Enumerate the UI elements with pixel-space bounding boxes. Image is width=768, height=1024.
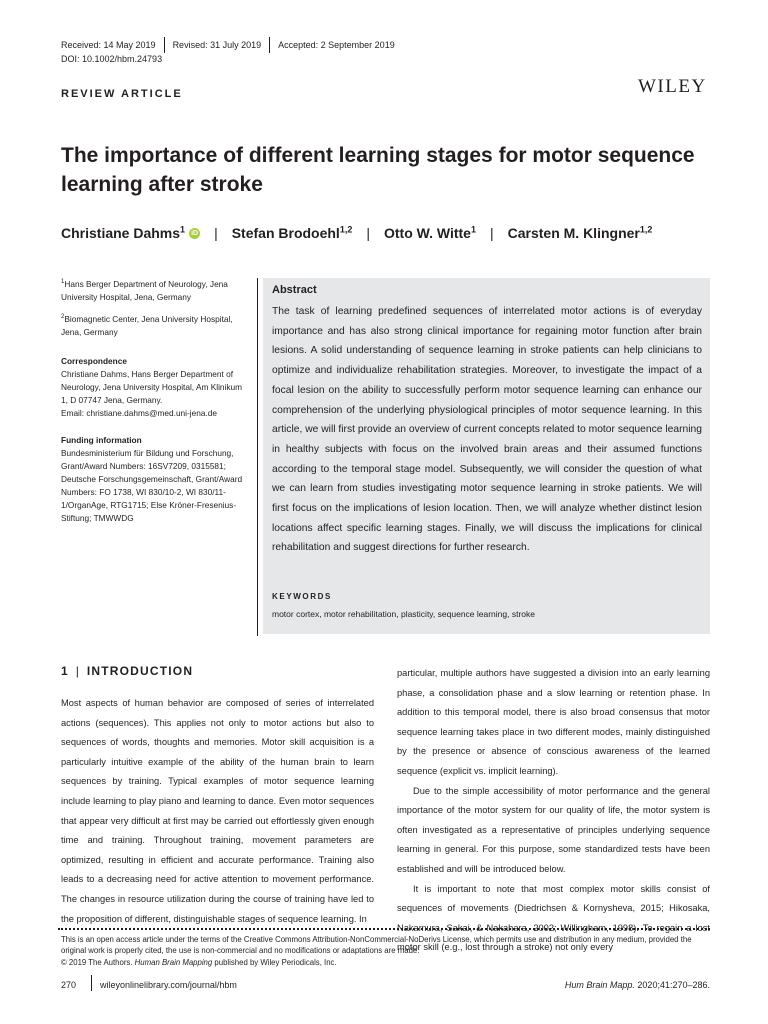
affiliation: $^1$Hans Berger Department of Neurology, Jena University Hospital, Jena, Germany (61, 279, 228, 302)
footer-divider (91, 975, 92, 991)
abstract-heading: Abstract (272, 284, 317, 296)
author-name[interactable]: Christiane Dahms$^1$ (61, 224, 186, 241)
author-name[interactable]: Stefan Brodoehl$^{1,2}$ (231, 224, 353, 241)
revised-date: Revised: 31 July 2019 (172, 40, 262, 50)
paragraph: It is important to note that most complex motor skills consist of sequences of movements (Diedrichsen & Kornysheva, 2015; Hikosaka, Nakamura, Sakai, & Nakahara, 2002; Willingham, 1998). To regain a lost motor skill (e.g., lost through a stroke) not only every (397, 883, 710, 953)
correspondence-email[interactable]: Email: christiane.dahms@med.uni-jena.de (61, 408, 217, 418)
received-date: Received: 14 May 2019 (61, 40, 156, 50)
page-number: 270 (61, 980, 77, 990)
author-separator: | (489, 225, 494, 241)
section-heading: 1 | INTRODUCTION (61, 664, 194, 678)
article-type: REVIEW ARTICLE (61, 88, 183, 100)
article-dates (61, 37, 395, 53)
license-notice: This is an open access article under the terms of the Creative Commons Attribution-NonCommercial-NoDerivs License, which permits use and distribution in any medium, provided the original work is properly cited, the use is non-commercial and no modifications or adaptations are made. © 2019 The Authors. Human Brain Mapping published by Wiley Periodicals, Inc. (61, 935, 692, 967)
author-name[interactable]: Otto W. Witte$^1$ (383, 224, 476, 241)
correspondence (61, 355, 251, 420)
paragraph: Due to the simple accessibility of motor performance and the general importance of the motor system for our quality of life, the motor system is often investigated as a representative of principles underlying sequence learning in general. For this purpose, some standardized tests have been established and will be introduced below. (397, 785, 710, 874)
paragraph: particular, multiple authors have suggested a division into an early learning phase, a consolidation phase and a slow learning or retention phase. In addition to this temporal model, there is also broad consensus that motor sequence learning takes place in two different modes, mainly distinguished by the presence or absence of conscious awareness of the learned sequence (explicit vs. implicit learning). (397, 668, 710, 776)
divider (164, 37, 165, 53)
column-divider (257, 278, 258, 636)
citation: Hum Brain Mapp. 2020;41:270–286. (564, 980, 710, 990)
funding (61, 434, 251, 525)
accepted-date: Accepted: 2 September 2019 (278, 40, 395, 50)
abstract-text: The task of learning predefined sequences of interrelated motor actions is of everyday importance and has also strong clinical importance for regaining motor function after brain lesions. A solid understanding of sequence learning in stroke patients can help clinicians to optimize and individualize rehabilitation strategies. Moreover, to investigate the impact of a focal lesion on the ability to successfully perform motor sequence learning can enhance our comprehension of the underlying physiological principles of motor sequence learning. In this article, we will first provide an overview of current concepts related to motor sequence learning in healthy subjects with focus on the involved brain areas and their assumed functions according to the temporal stage model. Subsequently, we will consider the question of what we can learn from studies investigating motor sequence learning in stroke patients. We will first focus on the implications of lesion location. Then, we will analyze whether distinct lesion locations affect specific learning stages. Finally, we will discuss the implications for clinical rehabilitation and suggest directions for further research. (272, 306, 702, 554)
correspondence-label: Correspondence (61, 356, 127, 366)
journal-name: Human Brain Mapping (134, 957, 213, 967)
body-column-left (61, 694, 374, 929)
doi[interactable]: DOI: 10.1002/hbm.24793 (61, 54, 163, 64)
wiley-logo: WILEY (638, 76, 707, 97)
journal-url[interactable]: wileyonlinelibrary.com/journal/hbm (100, 980, 237, 990)
article-metadata (61, 278, 251, 534)
author-name[interactable]: Carsten M. Klingner$^{1,2}$ (507, 224, 653, 241)
divider (269, 37, 270, 53)
article-title: The importance of different learning stages for motor sequence learning after stroke (61, 144, 695, 196)
keywords: motor cortex, motor rehabilitation, plasticity, sequence learning, stroke (272, 609, 535, 619)
orcid-icon[interactable]: iD (191, 230, 199, 237)
affiliation: $^2$Biomagnetic Center, Jena University Hospital, Jena, Germany (61, 314, 233, 337)
keywords-heading: KEYWORDS (272, 592, 332, 601)
author-separator: | (366, 225, 370, 241)
body-column-right (397, 664, 710, 958)
funding-text: Bundesministerium für Bildung und Forschung, Grant/Award Numbers: 16SV7209, 0315581; Deutsche Forschungsgemeinschaft, Grant/Award Numbers: FO 1738, WI 830/10-2, WI 830/11-1/OrganAge, RTG1715; Else Kröner-Fresenius-Stiftung; TMWWDG (61, 448, 243, 523)
author-separator: | (214, 225, 218, 241)
dotted-divider (58, 928, 710, 930)
author-list (61, 225, 652, 241)
funding-label: Funding information (61, 435, 142, 445)
correspondence-text: Christiane Dahms, Hans Berger Department of Neurology, Jena University Hospital, Am Klinikum 1, D 07747 Jena, Germany. (61, 369, 243, 405)
paragraph: Most aspects of human behavior are composed of series of interrelated actions (sequences). This applies not only to motor actions but also to sequences of words, thoughts and memories. Motor skill acquisition is a particularly intuitive example of the ability of the human brain to learn sequences by training. Typical examples of motor sequence learning include learning to play piano and learning to dance. Even motor sequences that appear very difficult at first may be carried out effortlessly given enough time and training. Throughout training, movement parameters are optimized, resulting in efficient and accurate performance. Training also leads to a decreasing need for active attention to movement performance. The changes in resource utilization during the course of training have led to the proposition of different, distinguishable stages of sequence learning. In (61, 698, 374, 924)
